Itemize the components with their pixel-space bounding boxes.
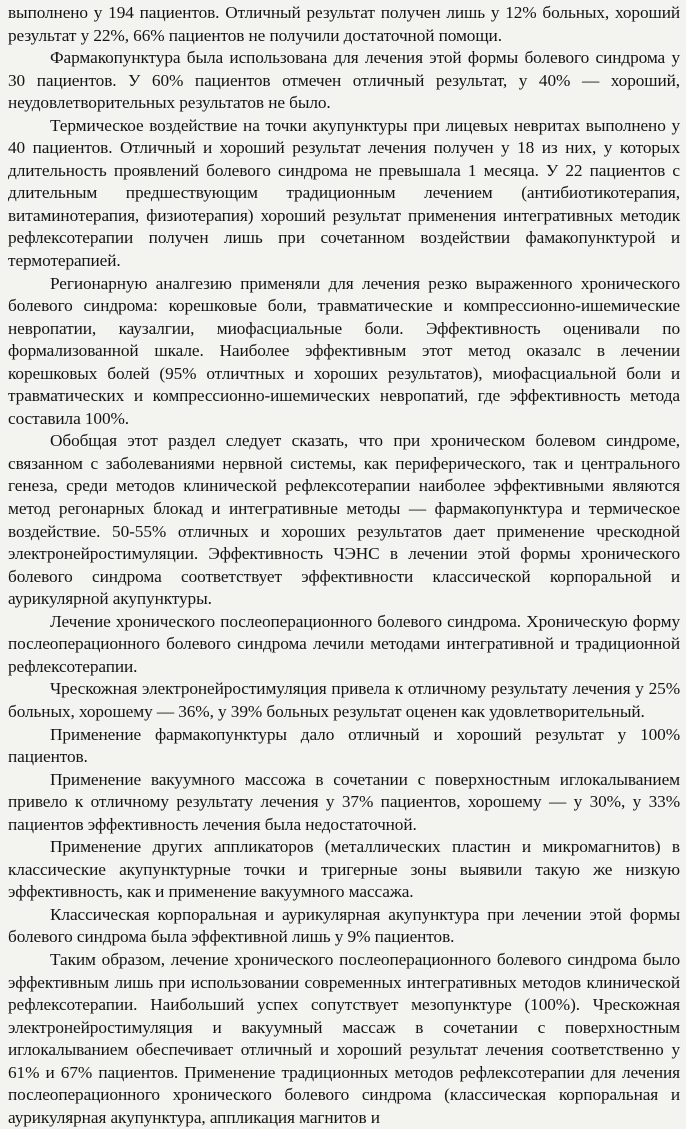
paragraph-12: Таким образом, лечение хронического послеоперационного болевого синдрома было эффективным лишь при использовании современных интегративных методов клинической рефлексотерапии. Наибольший успех сопутствует мезопунктуре (100%). Чрескожная электронейростимуляция и вакуумный массаж в сочетании с поверхностным иглокалыванием обеспечивает отличный и хороший результат лечения соответственно у 61% и 67% пациентов. Применение традиционных методов рефлексотерапии для лечения послеоперационного хронического болевого синдрома (классическая корпоральная и аурикулярная акупунктура, аппликация магнитов и (8, 949, 680, 1127)
paragraph-3: Термическое воздействие на точки акупунктуры при лицевых невритах выполнено у 40 пациентов. Отличный и хороший результат лечения получен у 18 из них, у которых длительность проявлений болевого синдрома не превышала 1 месяца. У 22 пациентов с длительным предшествующим традиционным лечением (антибиотикотерапия, витаминотерапия, физиотерапия) хороший результат применения интегративных методик рефлексотерапии получен лишь при сочетанном воздействии фамакопунктурой и термотерапией. (8, 115, 680, 271)
paragraph-5: Обобщая этот раздел следует сказать, что при хроническом болевом синдроме, связанном с заболеваниями нервной системы, как периферического, так и центрального генеза, среди методов клинической рефлексотерапии наиболее эффективными являются метод регонарных блокад и интегративные методы — фармакопунктура и термическое воздействие. 50-55% отличных и хороших результатов дает применение чрескодной электронейростимуляции. Эффективность ЧЭНС в лечении этой формы хронического болевого синдрома соответствует эффективности классической корпоральной и аурикулярной акупунктуры. (8, 431, 680, 609)
paragraph-4: Регионарную аналгезию применяли для лечения резко выраженного хронического болевого синдрома: корешковые боли, травматические и компрессионно-ишемические невропатии, каузалгии, миофасциальные боли. Эффективность оценивали по формализованной шкале. Наиболее эффективным этот метод оказалс в лечении корешковых болей (95% отличтных и хороших результатов), миофасциальной боли и травматических и компрессионно-ишемических невропатий, где эффективность метода составила 100%. (8, 273, 680, 428)
paragraph-6: Лечение хронического послеоперационного болевого синдрома. Хроническую форму послеоперационного болевого синдрома лечили методами интегративной и традиционной рефлексотерапии. (8, 611, 680, 676)
paragraph-9: Применение вакуумного массожа в сочетании с поверхностным иглокалыванием привело к отличному результату лечения у 37% пациентов, хорошему — у 30%, у 33% пациентов эффективность лечения была недостаточной. (8, 769, 680, 834)
paragraph-11: Классическая корпоральная и аурикулярная акупунктура при лечении этой формы болевого синдрома была эффективной лишь у 9% пациентов. (8, 904, 680, 947)
paragraph-1: выполнено у 194 пациентов. Отличный результат получен лишь у 12% больных, хороший результат у 22%, 66% пациентов не получили достаточной помощи. (8, 3, 680, 45)
paragraph-2: Фармакопунктура была использована для лечения этой формы болевого синдрома у 30 пациентов. У 60% пациентов отмечен отличный результат, у 40% — хороший, неудовлетворительных результатов не было. (8, 48, 680, 113)
paragraph-10: Применение других аппликаторов (металлических пластин и микромагнитов) в классические акупунктурные точки и тригерные зоны выявили такую же низкую эффективность, как и применение вакуумного массажа. (8, 837, 680, 902)
paragraph-7: Чрескожная электронейростимуляция привела к отличному результату лечения у 25% больных, хорошему — 36%, у 39% больных результат оценен как удовлетворительный. (8, 679, 680, 721)
paragraph-8: Применение фармакопунктуры дало отличный и хороший результат у 100% пациентов. (8, 724, 680, 767)
